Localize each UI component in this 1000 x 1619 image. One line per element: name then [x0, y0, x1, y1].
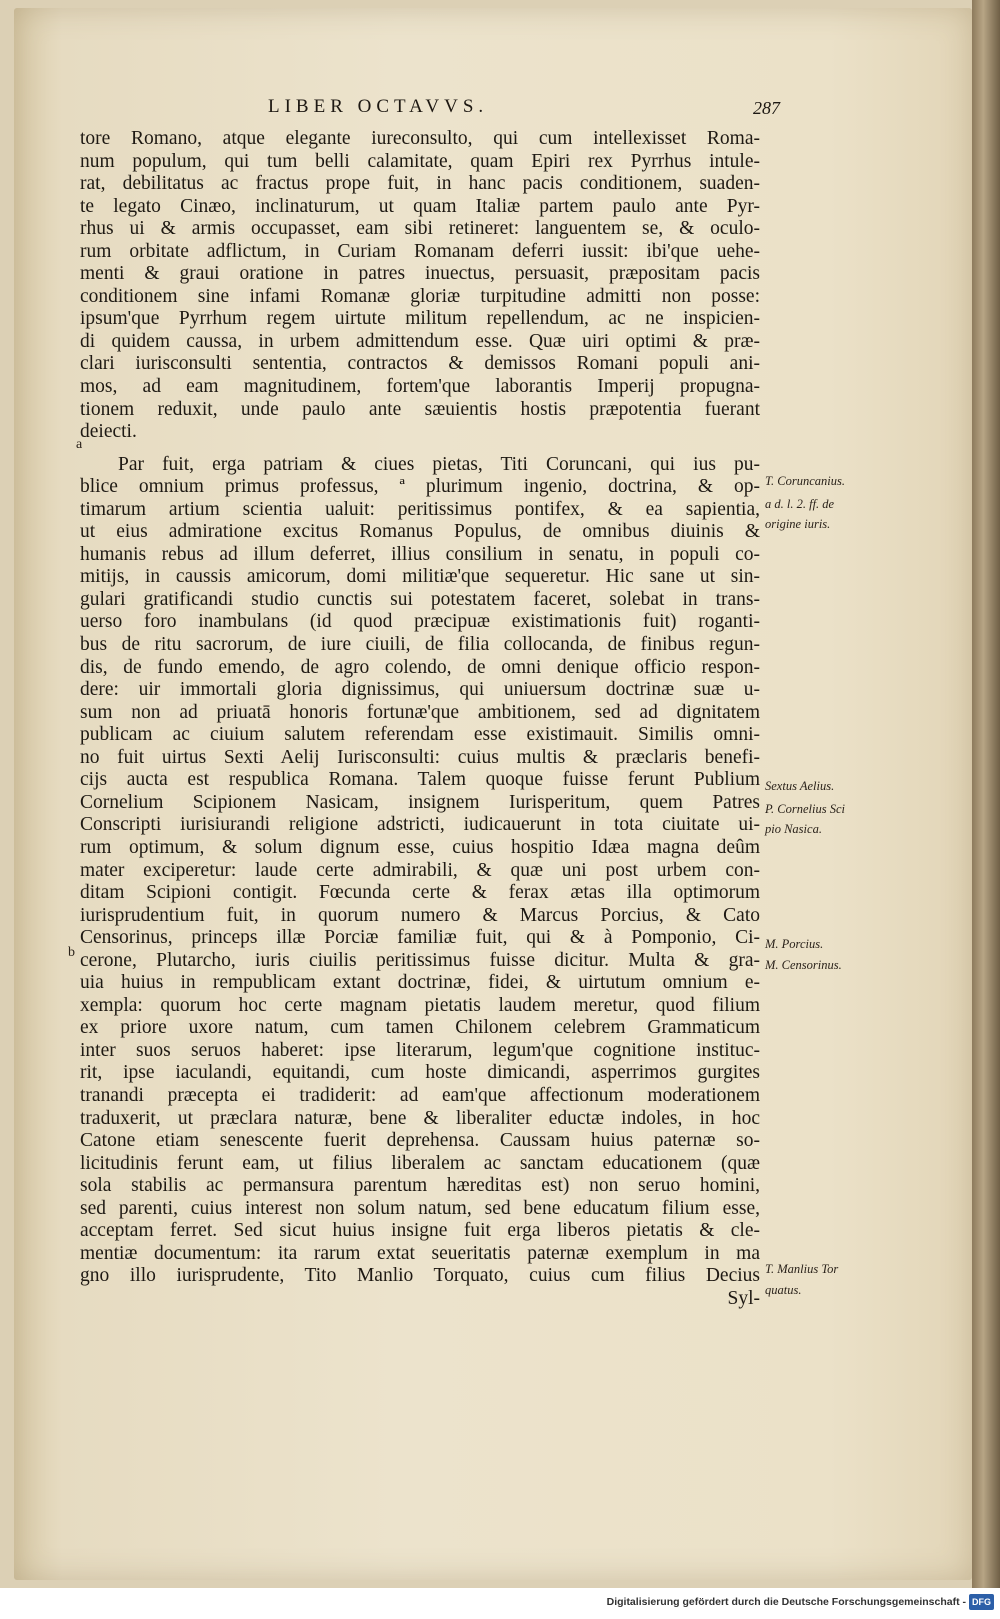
- margin-note: pio Nasica.: [765, 822, 822, 836]
- text-line: Par fuit, erga patriam & ciues pietas, Titi Coruncani, qui ius pu-: [118, 453, 760, 475]
- text-line: inter suos seruos haberet: ipse literarum, legum'que cognitione instituc-: [80, 1039, 760, 1061]
- text-line: Censorinus, princeps illæ Porciæ familiæ fuit, qui & à Pomponio, Ci-: [80, 927, 760, 949]
- margin-note: T. Coruncanius.: [765, 474, 845, 488]
- text-line: rum optimum, & solum dignum esse, cuius hospitio Idæa magna deûm: [80, 836, 760, 858]
- margin-note: a d. l. 2. ff. de: [765, 497, 835, 511]
- text-line: dis, de fundo emendo, de agro colendo, de omni denique officio respon-: [80, 656, 760, 678]
- text-line: acceptam ferret. Sed sicut huius insigne fuit erga liberos pietatis & cle-: [80, 1220, 760, 1242]
- text-line: gno illo iurisprudente, Tito Manlio Torquato, cuius cum filius Decius: [80, 1265, 760, 1287]
- page-edge: [972, 0, 1000, 1588]
- text-line: publicam ac ciuium salutem referendam esse existimauit. Similis omni-: [80, 724, 760, 746]
- text-line: gulari gratificandi studio cunctis sui potestatem faceret, solebat in trans-: [80, 588, 760, 610]
- text-line: ex priore uxore natum, cum tamen Chilonem celebrem Grammaticum: [80, 1017, 760, 1039]
- text-line: di quidem caussa, in urbem admittendum esse. Quæ uiri optimi & præ-: [80, 330, 760, 352]
- dfg-logo: DFG: [969, 1594, 994, 1610]
- text-line: humanis rebus ad illum deferret, illius consilium in senatu, in populi co-: [80, 543, 760, 565]
- text-line: tranandi præcepta ei tradiderit: ad eam'que affectionum moderationem: [80, 1084, 760, 1106]
- text-line: tionem reduxit, unde paulo ante sæuientis hostis præpotentia fuerant: [80, 398, 760, 420]
- text-line: dere: uir immortali gloria dignissimus, qui uniuersum doctrinæ suæ u-: [80, 679, 760, 701]
- text-line: sola stabilis ac permansura parentum hæreditas est) non seruo homini,: [80, 1175, 760, 1197]
- paragraph-gap: [80, 444, 760, 454]
- text-line: cerone, Plutarcho, iuris ciuilis peritissimus fuisse dicitur. Multa & gra-: [80, 949, 760, 971]
- text-line: ditam Scipioni contigit. Fœcunda certe & ferax ætas illa optimorum: [80, 882, 760, 904]
- text-line: Catone etiam senescente fuerit deprehensa. Caussam huius paternæ so-: [80, 1130, 760, 1152]
- text-line: traduxerit, ut præclara naturæ, bene & liberaliter eductæ indoles, in hoc: [80, 1107, 760, 1129]
- text-line: deiecti.: [80, 421, 137, 443]
- text-line: conditionem sine infami Romanæ gloriæ turpitudine admitti non posse:: [80, 285, 760, 307]
- text-line: te legato Cinæo, inclinaturum, ut quam Italiæ partem paulo ante Pyr-: [80, 195, 760, 217]
- footer-bar: [0, 1588, 1000, 1619]
- margin-note: quatus.: [765, 1283, 802, 1297]
- text-line: blice omnium primus professus, ª plurimum ingenio, doctrina, & op-: [80, 476, 760, 498]
- text-line: ut eius admiratione excitus Romanus Populus, de omnibus diuinis &: [80, 521, 760, 543]
- text-line: iurisprudentium fuit, in quorum numero & Marcus Porcius, & Cato: [80, 904, 760, 926]
- text-line: clari iurisconsulti sententia, contractos & demissos Romani populi ani-: [80, 353, 760, 375]
- text-line: uia huius in rempublicam extant doctrinæ, fidei, & uirtutum omnium e-: [80, 972, 760, 994]
- text-line: Conscripti iurisiurandi religione adstricti, iudicauerunt in tota ciuitate ui-: [80, 814, 760, 836]
- margin-note: M. Censorinus.: [765, 958, 842, 972]
- text-line: sed parenti, cuius interest non solum natum, sed bene educatum filium esse,: [80, 1197, 760, 1219]
- text-line: rit, ipse iaculandi, equitandi, cum hoste dimicandi, asperrimos gurgites: [80, 1062, 760, 1084]
- text-line: ipsum'que Pyrrhum regem uirtute militum repellendum, ac ne inspicien-: [80, 308, 760, 330]
- margin-note: P. Cornelius Sci: [765, 802, 845, 816]
- running-head: LIBER OCTAVVS.: [268, 96, 489, 117]
- text-line: uerso foro inambulans (id quod præcipuæ existimationis fuit) roganti-: [80, 611, 760, 633]
- text-line: rat, debilitatus ac fractus prope fuit, in hanc pacis conditionem, suaden-: [80, 173, 760, 195]
- margin-note: M. Porcius.: [765, 937, 824, 951]
- text-line: bus de ritu sacrorum, de iure ciuili, de filia collocanda, de finibus regun-: [80, 634, 760, 656]
- text-line: rum orbitate adflictum, in Curiam Romanam deferri iussit: ibi'que uehe-: [80, 240, 760, 262]
- catchword: Syl-: [727, 1287, 760, 1309]
- page-number: 287: [753, 98, 780, 118]
- digitization-credit: Digitalisierung gefördert durch die Deutsche Forschungsgemeinschaft -: [606, 1596, 966, 1608]
- text-line: num populum, qui tum belli calamitate, quam Epiri rex Pyrrhus intule-: [80, 150, 760, 172]
- text-line: mater exciperetur: laude certe admirabili, & quæ uni post urbem con-: [80, 859, 760, 881]
- text-line: tore Romano, atque elegante iureconsulto, qui cum intellexisset Roma-: [80, 128, 760, 149]
- body-text: [80, 128, 760, 1310]
- text-line: licitudinis ferunt eam, ut filius liberalem ac sanctam educationem (quæ: [80, 1152, 760, 1174]
- text-line: mitijs, in caussis amicorum, domi militiæ'que sequeretur. Hic sane ut sin-: [80, 566, 760, 588]
- text-line: cijs aucta est respublica Romana. Talem quoque fuisse ferunt Publium: [80, 769, 760, 791]
- margin-note: T. Manlius Tor: [765, 1262, 839, 1276]
- text-line: timarum artium scientia ualuit: peritissimus pontifex, & ea sapientia,: [80, 498, 760, 520]
- text-line: no fuit uirtus Sexti Aelij Iurisconsulti: cuius multis & præclaris benefi-: [80, 746, 760, 768]
- text-line: xempla: quorum hoc certe magnam pietatis laudem meretur, quod filium: [80, 994, 760, 1016]
- text-line: rhus ui & armis occupasset, eam sibi retineret: languentem se, & oculo-: [80, 218, 760, 240]
- text-line: menti & graui oratione in patres inuectus, persuasit, præpositam pacis: [80, 263, 760, 285]
- margin-mark-b: b: [68, 945, 75, 960]
- text-line: mentiæ documentum: ita rarum extat seueritatis paternæ exemplum in ma: [80, 1242, 760, 1264]
- text-line: Cornelium Scipionem Nasicam, insignem Iurisperitum, quem Patres: [80, 791, 760, 813]
- margin-note: origine iuris.: [765, 517, 831, 531]
- margin-mark-a: a: [76, 437, 83, 452]
- page-header: [250, 96, 780, 126]
- text-line: sum non ad priuatā honoris fortunæ'que ambitionem, sed ad dignitatem: [80, 701, 760, 723]
- margin-note: Sextus Aelius.: [765, 779, 835, 793]
- text-line: mos, ad eam magnitudinem, fortem'que laborantis Imperij propugna-: [80, 376, 760, 398]
